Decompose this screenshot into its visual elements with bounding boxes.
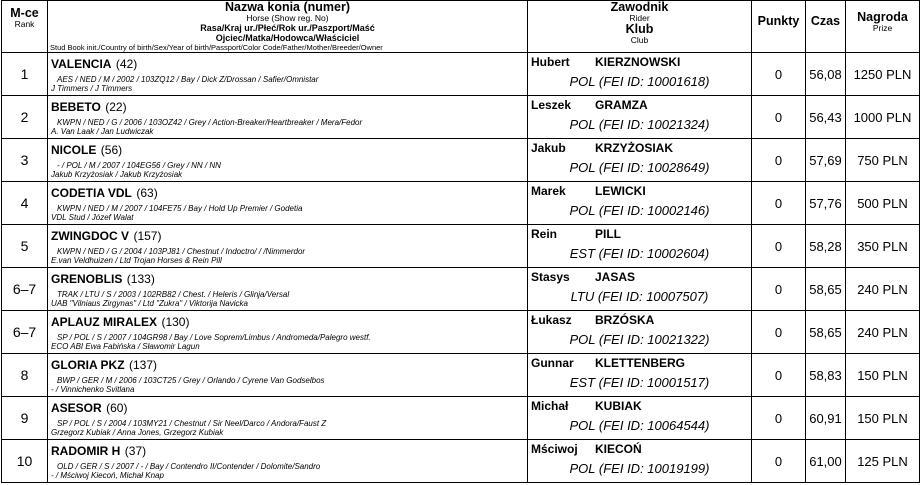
horse-name: ZWINGDOC V [51,229,129,243]
rider-fei-id: POL (FEI ID: 10019199) [569,461,710,476]
horse-number: (137) [129,358,158,372]
table-row [2,311,920,354]
header-horse [48,1,528,53]
horse-info-line2: VDL Stud / Józef Walat [51,213,134,222]
header-prize-label: Nagroda [857,10,908,24]
horse-info-line2: A. Van Laak / Jan Ludwiczak [51,127,154,136]
rank-cell: 9 [2,397,48,440]
rider-last-name: KIECOŃ [595,442,642,456]
rank-cell: 2 [2,96,48,139]
horse-number: (133) [126,272,155,286]
horse-info-line2: E.van Veldhuizen / Ltd Trojan Horses & Rein Pill [51,256,222,265]
table-row [2,139,920,182]
horse-info-line1: KWPN / NED / G / 2006 / 103OZ42 / Grey / Action-Breaker/Heartbreaker / Mera/Fedor [57,118,363,127]
header-club-label: Klub [625,22,654,36]
prize-cell: 150 PLN [846,354,920,397]
rider-first-name: Stasys [531,270,570,284]
header-prize-sub: Prize [872,23,893,33]
horse-info-line1: TRAK / LTU / S / 2003 / 102RB82 / Chest. / Heleris / Glinja/Versal [57,290,290,299]
rank-cell: 6–7 [2,268,48,311]
time-cell: 58,28 [806,225,846,268]
rider-last-name: KUBIAK [595,399,642,413]
horse-cell [48,311,528,354]
horse-name: GLORIA PKZ [51,358,125,372]
rider-first-name: Gunnar [531,356,574,370]
horse-info-line2: Grzegorz Kubiak / Anna Jones, Grzegorz Kubiak [51,428,224,437]
rider-cell [528,440,752,483]
horse-number: (37) [124,444,147,458]
horse-cell [48,53,528,96]
horse-cell [48,354,528,397]
prize-cell: 240 PLN [846,311,920,354]
points-cell: 0 [752,225,806,268]
rank-cell: 3 [2,139,48,182]
horse-number: (22) [105,100,127,114]
horse-number: (56) [100,143,123,157]
horse-cell [48,440,528,483]
header-horse-label: Nazwa konia (numer) [224,0,351,14]
rider-cell [528,225,752,268]
horse-info-line1: - / POL / M / 2007 / 104EG56 / Grey / NN / NN [57,161,221,170]
header-time-label: Czas [810,14,841,28]
points-cell: 0 [752,440,806,483]
horse-name: NICOLE [51,143,97,157]
points-cell: 0 [752,268,806,311]
rank-cell: 4 [2,182,48,225]
rider-last-name: BRZÓSKA [595,313,655,327]
rider-fei-id: POL (FEI ID: 10064544) [569,418,710,433]
points-cell: 0 [752,354,806,397]
rank-cell: 8 [2,354,48,397]
time-cell: 61,00 [806,440,846,483]
points-cell: 0 [752,53,806,96]
horse-info-line1: AES / NED / M / 2002 / 103ZQ12 / Bay / Dick Z/Drossan / Safier/Omnistar [57,75,319,84]
rider-cell [528,268,752,311]
rider-fei-id: EST (FEI ID: 10001517) [569,375,710,390]
horse-cell [48,96,528,139]
header-rider [528,1,752,53]
horse-name: BEBETO [51,100,101,114]
horse-name: GRENOBLIS [51,272,123,286]
rider-fei-id: EST (FEI ID: 10002604) [569,246,710,261]
header-time [806,1,846,53]
table-row [2,397,920,440]
header-points-label: Punkty [757,14,800,28]
horse-number: (157) [133,229,162,243]
table-row [2,354,920,397]
table-row [2,268,920,311]
horse-name: VALENCIA [51,57,112,71]
horse-info-line1: BWP / GER / M / 2006 / 103CT25 / Grey / Orlando / Cyrene Van Godselbos [57,376,325,385]
horse-info-line1: OLD / GER / S / 2007 / - / Bay / Contendro II/Contender / Dolomite/Sandro [57,462,321,471]
header-horse-sub: Horse (Show reg. No) [246,13,329,23]
rider-cell [528,53,752,96]
time-cell: 56,43 [806,96,846,139]
rider-last-name: JASAS [595,270,636,284]
rider-first-name: Michał [531,399,569,413]
rider-first-name: Marek [531,184,566,198]
time-cell: 56,08 [806,53,846,96]
rider-fei-id: POL (FEI ID: 10028649) [569,160,710,175]
horse-number: (130) [161,315,190,329]
horse-info-line2: J Timmers / J Timmers [51,84,133,93]
rider-cell [528,311,752,354]
horse-cell [48,397,528,440]
points-cell: 0 [752,311,806,354]
header-rider-label: Zawodnik [610,0,669,14]
rider-last-name: KLETTENBERG [595,356,685,370]
rider-fei-id: POL (FEI ID: 10001618) [569,74,710,89]
time-cell: 60,91 [806,397,846,440]
rider-first-name: Rein [531,227,558,241]
horse-number: (63) [136,186,158,200]
header-horse-line1: Rasa/Kraj ur./Płeć/Rok ur./Paszport/Maść [200,23,375,33]
horse-info-line2: - / Mściwoj Kiecoń, Michał Knap [51,471,164,480]
header-horse-line2: Ojciec/Matka/Hodowca/Właściciel [215,33,360,43]
rider-fei-id: LTU (FEI ID: 10007507) [570,289,709,304]
header-rank [2,1,48,53]
time-cell: 58,65 [806,311,846,354]
rider-fei-id: POL (FEI ID: 10002146) [569,203,710,218]
horse-number: (42) [115,57,138,71]
horse-info-line2: UAB "Vilniaus Zirgynas" / Ltd "Zukra" / Viktorija Navicka [51,299,248,308]
rider-first-name: Łukasz [531,313,572,327]
horse-cell [48,225,528,268]
time-cell: 57,76 [806,182,846,225]
rider-first-name: Jakub [531,141,566,155]
rider-cell [528,139,752,182]
header-horse-line3: Stud Book init./Country of birth/Sex/Year of birth/Passport/Color Code/Father/Mother/Breeder/Owner [50,43,383,52]
rider-last-name: GRAMZA [595,98,648,112]
rider-first-name: Mściwoj [531,442,578,456]
header-club-sub: Club [630,35,649,45]
rank-cell: 6–7 [2,311,48,354]
horse-name: APLAUZ MIRALEX [51,315,157,329]
table-row [2,53,920,96]
rank-cell: 5 [2,225,48,268]
time-cell: 57,69 [806,139,846,182]
rider-first-name: Hubert [531,55,570,69]
prize-cell: 750 PLN [846,139,920,182]
horse-cell [48,268,528,311]
rider-cell [528,354,752,397]
header-row [2,1,920,53]
rider-fei-id: POL (FEI ID: 10021322) [569,332,710,347]
horse-info-line2: ECO ABI Ewa Fabińska / Sławomir Lagun [51,342,200,351]
points-cell: 0 [752,139,806,182]
prize-cell: 500 PLN [846,182,920,225]
header-prize [846,1,920,53]
rider-cell [528,397,752,440]
rider-last-name: PILL [595,227,621,241]
rank-cell: 10 [2,440,48,483]
table-row [2,440,920,483]
horse-name: RADOMIR H [51,444,121,458]
header-points [752,1,806,53]
points-cell: 0 [752,397,806,440]
rider-cell [528,96,752,139]
prize-cell: 125 PLN [846,440,920,483]
rider-first-name: Leszek [531,98,572,112]
rank-cell: 1 [2,53,48,96]
rider-fei-id: POL (FEI ID: 10021324) [569,117,710,132]
table-row [2,182,920,225]
horse-info-line1: SP / POL / S / 2007 / 104GR98 / Bay / Love Soprem/Limbus / Andromeda/Palegro westf. [57,333,371,342]
horse-cell [48,139,528,182]
horse-info-line1: SP / POL / S / 2004 / 103MY21 / Chestnut / Sir Neel/Darco / Andora/Faust Z [57,419,327,428]
horse-info-line2: - / Vinnichenko Svitlana [51,385,135,394]
horse-number: (60) [106,401,128,415]
rider-cell [528,182,752,225]
horse-name: ASESOR [51,401,102,415]
table-row [2,225,920,268]
time-cell: 58,65 [806,268,846,311]
prize-cell: 350 PLN [846,225,920,268]
header-rank-label: M-ce [10,6,39,20]
results-table [1,0,920,483]
horse-cell [48,182,528,225]
horse-name: CODETIA VDL [51,186,132,200]
table-row [2,96,920,139]
horse-info-line1: KWPN / NED / M / 2007 / 104FE75 / Bay / Hold Up Premier / Godetia [57,204,303,213]
prize-cell: 240 PLN [846,268,920,311]
rider-last-name: LEWICKI [595,184,646,198]
points-cell: 0 [752,96,806,139]
rider-last-name: KIERZNOWSKI [595,55,681,69]
rider-last-name: KRZYŻOSIAK [595,141,673,155]
header-rider-sub: Rider [629,13,650,23]
header-rank-sub: Rank [14,19,35,29]
prize-cell: 1000 PLN [846,96,920,139]
horse-info-line1: KWPN / NED / G / 2004 / 103PJ81 / Chestnut / Indoctro/ / /Nimmerdor [57,247,306,256]
prize-cell: 150 PLN [846,397,920,440]
time-cell: 58,83 [806,354,846,397]
prize-cell: 1250 PLN [846,53,920,96]
horse-info-line2: Jakub Krzyżosiak / Jakub Krzyżosiak [51,170,183,179]
points-cell: 0 [752,182,806,225]
